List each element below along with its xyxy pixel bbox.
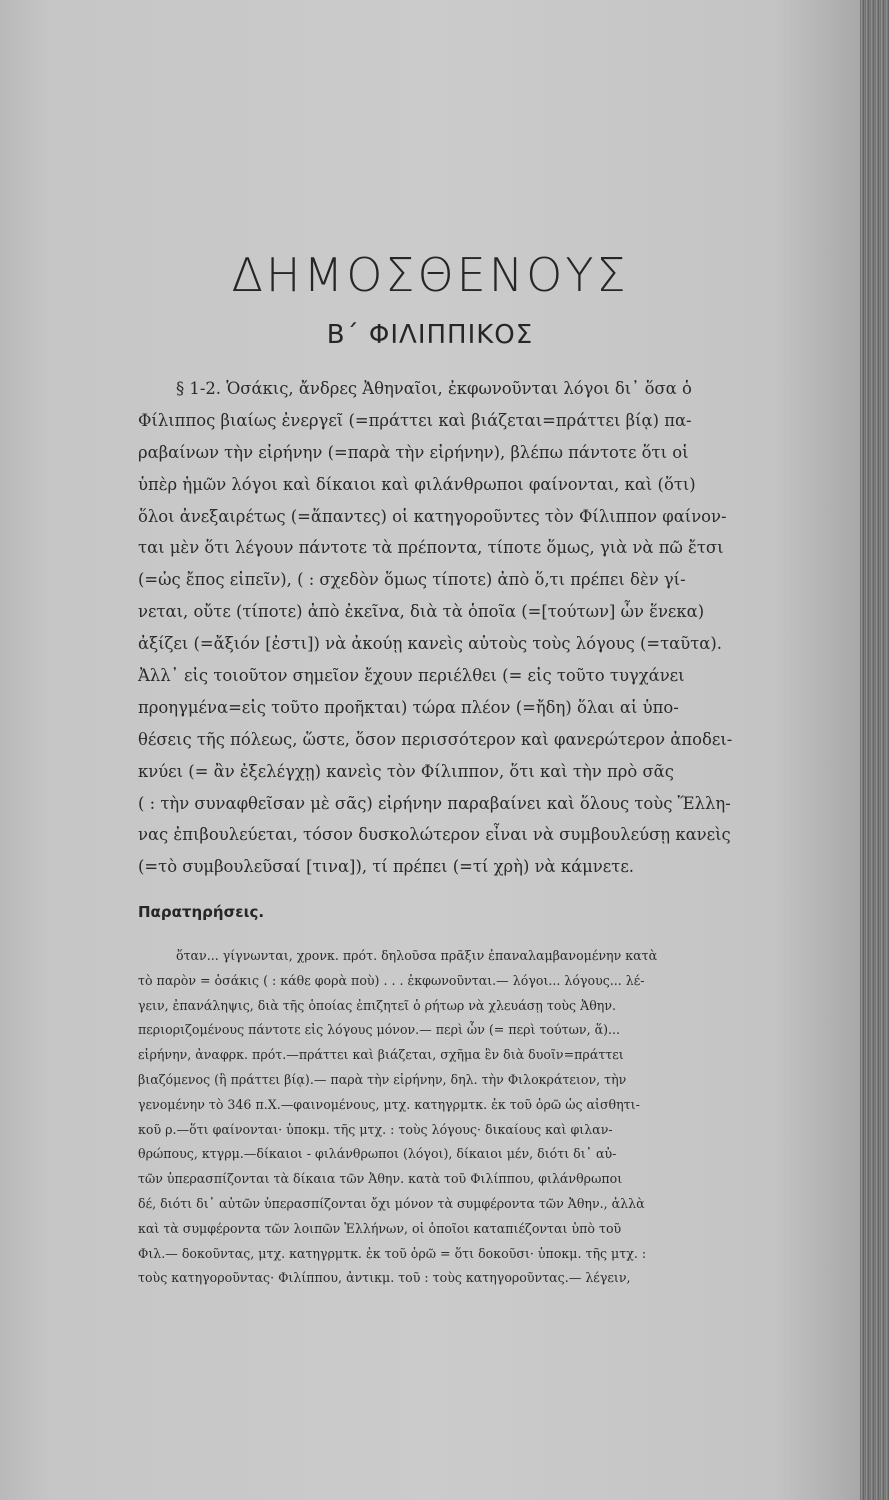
main-line: ραβαίνων τὴν εἰρήνην (=παρὰ τὴν εἰρήνην), βλέπω πάντοτε ὅτι οἱ bbox=[138, 442, 689, 462]
main-line: ὅλοι ἀνεξαιρέτως (=ἅπαντες) οἱ κατηγοροῦντες τὸν Φίλιππον φαίνον- bbox=[138, 506, 727, 526]
notes-line: καὶ τὰ συμφέροντα τῶν λοιπῶν Ἑλλήνων, οἱ ὁποῖοι καταπιέζονται ὑπὸ τοῦ bbox=[138, 1220, 622, 1236]
notes-line: δέ, διότι δι᾽ αὐτῶν ὑπερασπίζονται ὄχι μόνον τὰ συμφέροντα τῶν Ἀθην., ἀλλὰ bbox=[138, 1195, 645, 1211]
page-subtitle: Β΄ ΦΙΛΙΠΠΙΚΟΣ bbox=[326, 320, 534, 350]
notes-line: τοὺς κατηγοροῦντας· Φιλίππου, ἀντικμ. τοῦ : τοὺς κατηγοροῦντας.— λέγειν, bbox=[138, 1270, 631, 1286]
main-line: νας ἐπιβουλεύεται, τόσον δυσκολώτερον εἶναι νὰ συμβουλεύσῃ κανεὶς bbox=[138, 825, 731, 845]
main-line: ὑπὲρ ἡμῶν λόγοι καὶ δίκαιοι καὶ φιλάνθρωποι φαίνονται, καὶ (ὅτι) bbox=[138, 474, 696, 494]
page-stack-edge bbox=[860, 0, 889, 1500]
main-line: ( : τὴν συναφθεῖσαν μὲ σᾶς) εἰρήνην παραβαίνει καὶ ὅλους τοὺς Ἕλλη- bbox=[138, 793, 731, 813]
main-line: Ἀλλ᾽ εἰς τοιοῦτον σημεῖον ἔχουν περιέλθει (= εἰς τοῦτο τυγχάνει bbox=[138, 666, 685, 686]
notes-line: γειν, ἐπανάληψις, διὰ τῆς ὁποίας ἐπιζητεῖ ὁ ρήτωρ νὰ χλευάσῃ τοὺς Ἀθην. bbox=[138, 997, 616, 1013]
main-paragraph bbox=[138, 373, 850, 883]
notes-line: βιαζόμενος (ἢ πράττει βίᾳ).— παρὰ τὴν εἰρήνην, δηλ. τὴν Φιλοκράτειον, τὴν bbox=[138, 1071, 627, 1087]
main-line: νεται, οὔτε (τίποτε) ἀπὸ ἐκεῖνα, διὰ τὰ ὁποῖα (=[τούτων] ὧν ἕνεκα) bbox=[138, 602, 705, 622]
main-line: (=τὸ συμβουλεῦσαί [τινα]), τί πρέπει (=τί χρὴ) νὰ κάμνετε. bbox=[138, 857, 635, 877]
main-line: § 1-2. Ὁσάκις, ἄνδρες Ἀθηναῖοι, ἐκφωνοῦνται λόγοι δι᾽ ὅσα ὁ bbox=[176, 379, 692, 398]
notes-line: θρώπους, κτγρμ.—δίκαιοι - φιλάνθρωποι (λόγοι), δίκαιοι μέν, διότι δι᾽ αὐ- bbox=[138, 1146, 617, 1162]
notes-line: εἰρήνην, ἀναφρκ. πρότ.—πράττει καὶ βιάζεται, σχῆμα ἓν διὰ δυοῖν=πράττει bbox=[138, 1047, 624, 1063]
notes-line: γενομένην τὸ 346 π.Χ.—φαινομένους, μτχ. κατηγρμτκ. ἐκ τοῦ ὁρῶ ὡς αἰσθητι- bbox=[138, 1096, 640, 1112]
main-line: ται μὲν ὅτι λέγουν πάντοτε τὰ πρέποντα, τίποτε ὅμως, γιὰ νὰ πῶ ἔτσι bbox=[138, 538, 724, 558]
notes-heading: Παρατηρήσεις. bbox=[138, 903, 265, 921]
main-line: ἀξίζει (=ἄξιόν [ἐστι]) νὰ ἀκούῃ κανεὶς αὐτοὺς τοὺς λόγους (=ταῦτα). bbox=[138, 634, 722, 654]
notes-line: τὸ παρὸν = ὁσάκις ( : κάθε φορὰ ποὺ) . . . ἐκφωνοῦνται.— λόγοι... λόγους... λέ- bbox=[138, 972, 645, 988]
page-title: ΔΗΜΟΣΘΕΝΟΥΣ bbox=[231, 248, 629, 302]
notes-paragraph bbox=[138, 944, 850, 1291]
main-line: θέσεις τῆς πόλεως, ὥστε, ὅσον περισσότερον καὶ φανερώτερον ἀποδει- bbox=[138, 729, 733, 749]
main-line: κνύει (= ἂν ἐξελέγχῃ) κανεὶς τὸν Φίλιππον, ὅτι καὶ τὴν πρὸ σᾶς bbox=[138, 761, 674, 781]
main-line: (=ὡς ἔπος εἰπεῖν), ( : σχεδὸν ὅμως τίποτε) ἀπὸ ὅ,τι πρέπει δὲν γί- bbox=[138, 570, 686, 590]
notes-line: τῶν ὑπερασπίζονται τὰ δίκαια τῶν Ἀθην. κατὰ τοῦ Φιλίππου, φιλάνθρωποι bbox=[138, 1171, 623, 1187]
notes-line: περιοριζομένους πάντοτε εἰς λόγους μόνον.— περὶ ὧν (= περὶ τούτων, ἅ)... bbox=[138, 1022, 620, 1038]
notes-line: ὅταν... γίγνωνται, χρονκ. πρότ. δηλοῦσα πρᾶξιν ἐπαναλαμβανομένην κατὰ bbox=[176, 948, 658, 963]
notes-line: Φιλ.— δοκοῦντας, μτχ. κατηγρμτκ. ἐκ τοῦ ὁρῶ = ὅτι δοκοῦσι· ὑποκμ. τῆς μτχ. : bbox=[138, 1245, 647, 1261]
main-line: προηγμένα=εἰς τοῦτο προῆκται) τώρα πλέον (=ἤδη) ὅλαι αἱ ὑπο- bbox=[138, 697, 679, 717]
main-line: Φίλιππος βιαίως ἐνεργεῖ (=πράττει καὶ βιάζεται=πράττει βίᾳ) πα- bbox=[138, 410, 692, 430]
notes-line: κοῦ ρ.—ὅτι φαίνονται· ὑποκμ. τῆς μτχ. : τοὺς λόγους· δικαίους καὶ φιλαν- bbox=[138, 1121, 613, 1137]
